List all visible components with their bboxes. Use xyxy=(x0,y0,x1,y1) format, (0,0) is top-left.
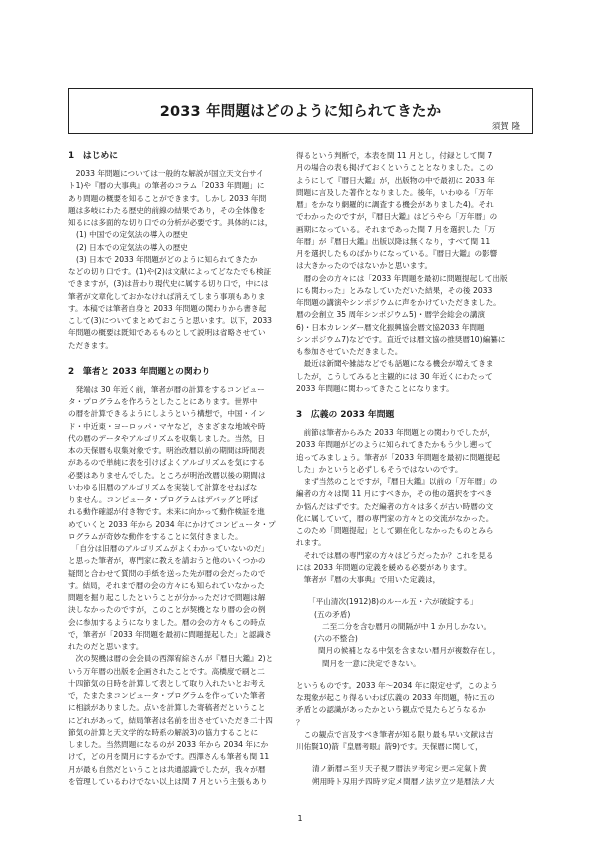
body-line: それでは暦の専門家の方々はどうだったか？これを見る xyxy=(296,550,494,560)
body-line: と思った筆者が，専門家に教えを請おうと他のいくつかの xyxy=(68,556,266,566)
body-line: めていくと 2033 年から 2034 年にかけてコンピュータ・プ xyxy=(68,519,276,529)
body-line: 次の契機は暦の会会員の西澤宥綜さんが『暦日大鑑』2)と xyxy=(68,654,274,664)
body-line: か悩んだはずです。ただ編者の方々は多くが古い時暦の文 xyxy=(296,501,494,511)
body-line: れたのだと思います。 xyxy=(68,642,144,651)
body-line: 前節は筆者からみた 2033 年問題との関わりでしたが， xyxy=(296,428,495,437)
body-line: 2033 年問題については一般的な解説が国立天文台サイ xyxy=(68,169,264,178)
body-line: 年問題の概要は既知であるものとして説明は省略させてい xyxy=(68,328,266,338)
body-line: 疑問と合わせて質問の手紙を送った先が暦の会だったので xyxy=(68,568,266,578)
section-3-heading: 3 広義の 2033 年問題 xyxy=(296,410,395,420)
body-line: などの切り口です。(1)や(2)は文献によってどなたでも検証 xyxy=(68,267,272,276)
body-line: 画期になっている。それまであった閏 7 月を選択した「万 xyxy=(296,224,496,234)
body-line: 最近は新聞や雑誌などでも話題になる機会が増えてきま xyxy=(296,359,494,369)
body-line: があるので単純に表を引けばよくアルゴリズムを気にする xyxy=(68,458,265,468)
body-line: 知るには多面的な切り口での分析が必要です。具体的には， xyxy=(68,218,273,227)
section-1-heading: 1 はじめに xyxy=(68,151,119,161)
body-line: 問題を掘り起こしたということが分かっただけで問題は解 xyxy=(68,593,266,602)
body-line: 月を選択したものばかりになっている。『暦日大鑑』の影響 xyxy=(296,249,498,258)
body-line: 問題に言及した著作となりました。後年，いわゆる「万年 xyxy=(296,187,494,197)
body-line: 会に参加するようになりました。暦の会の方々もこの時点 xyxy=(68,617,266,627)
kanbun-quote-line: 清ノ新暦ニ至リ天子視フ暦法ヲ考定シ更ニ定氣ト黄 xyxy=(312,764,487,774)
page-title: 2033 年問題はどのように知られてきたか xyxy=(159,104,442,120)
body-line: 本の天保暦も収集対象です。明治改暦以前の期間は時間表 xyxy=(68,446,265,455)
body-line: タ・プログラムを作ろうとしたことにあります。世界中 xyxy=(68,397,258,406)
body-line: 2033 年問題に関わってきたことになります。 xyxy=(296,383,454,393)
body-line: ただきます。 xyxy=(68,340,113,350)
body-line: 筆者が文章化しておかなければ消えてしまう事項もありま xyxy=(68,291,266,301)
body-line: こして(3)についてまとめておこうと思います。以下，2033 xyxy=(68,316,272,325)
body-line: けて，どの月を閏月にするかです。西澤さんも筆者も閏 11 xyxy=(68,752,270,762)
body-line: す。結局，それまで暦の会の方々にも知られていなかった xyxy=(68,580,265,590)
body-line: 月の場合の表も掲げておくということとなりました。この xyxy=(296,163,494,173)
body-line: しました。当然問題になるのが 2033 年から 2034 年にか xyxy=(68,740,269,749)
section-2-heading: 2 筆者と 2033 年問題との関わり xyxy=(68,366,211,377)
body-line: 必要はありませんでした。ところが明治改暦以後の期間は xyxy=(68,470,266,480)
body-line: で，たまたまコンピュータ・プログラムを作っていた筆者 xyxy=(68,691,266,700)
body-line: この観点で言及すべき筆者が知る限り最も早い文献は吉 xyxy=(296,729,494,739)
body-line: シンポジウム7)などです。直近では暦文協の推奨暦10)編纂に xyxy=(296,334,506,344)
body-line: 発端は 30 年近く前，筆者が暦の計算をするコンピュー xyxy=(68,384,265,394)
body-line: 6)・日本カレンダー暦文化振興協会暦文協2033 年問題 xyxy=(296,322,485,332)
body-line: ト1)や『暦の大事典』の筆者のコラム「2033 年問題」に xyxy=(68,181,265,191)
body-line: にどれがあって，結局筆者は名前を出させていただき二十四 xyxy=(68,715,273,725)
body-line: 矛盾との認識があったかという観点で見たらどうなるか xyxy=(296,705,486,715)
body-line: いわゆる旧暦のアルゴリズムを実装して計算をせねばな xyxy=(68,482,258,492)
body-line: 年暦」が『暦日大鑑』出版以降は無くなり，すべて閏 11 xyxy=(296,236,491,246)
body-line: 節気の計算と天文学的な時系の解説3)の協力することに xyxy=(68,727,259,737)
body-line: す。本稿では筆者自身と 2033 年問題の関わりから書き起 xyxy=(68,303,267,313)
right-column xyxy=(296,150,533,788)
body-line: 決しなかったのですが，このことが契機となり暦の会の例 xyxy=(68,605,266,615)
list-item: (3) 日本で 2033 年問題がどのように知られてきたか xyxy=(76,254,258,264)
body-line: で，筆者が「2033 年問題を最初に問題提起した」と認識さ xyxy=(68,629,272,639)
quote-line: (五の矛盾) xyxy=(314,609,351,619)
body-line: 2033 年問題がどのように知られてきたかもう少し遡って xyxy=(296,440,493,450)
body-line: にも関わった」とみなしていただいた結果，その後 2033 xyxy=(296,285,493,295)
page-number: 1 xyxy=(297,814,303,823)
body-line: できますが，(3)は昔わり現代史に属する切り口で，中には xyxy=(68,279,269,289)
body-line: れます。 xyxy=(296,538,326,548)
body-line: 編者の方々は閏 11 月にすべきか，その他の選択をすべき xyxy=(296,489,493,499)
body-line: れる動作確認が付き物です。未来に向かって動作検証を進 xyxy=(68,507,265,517)
body-line: りません。コンピュータ・プログラムはデバッグと呼ば xyxy=(68,495,258,504)
body-line: このため「問題提起」として顕在化しなかったものとみら xyxy=(296,526,494,535)
body-line: 得るという判断で，本表を閏 11 月とし，付録として閏 7 xyxy=(296,151,493,160)
body-line: 十四節気の日時を計算して表として取り入れたいとお考え xyxy=(68,678,266,688)
body-line: 暦の会創立 35 周年シンポジウム5)・暦学会総会の講演 xyxy=(296,310,486,320)
body-line: 川佑賢10)箭『皇暦考眼』箭9)です。天保暦に関して， xyxy=(296,742,483,751)
left-column xyxy=(68,150,305,788)
quote-line: 閏月を一意に決定できない。 xyxy=(322,658,421,668)
body-line: の暦を計算できるようにしようという構想で，中国・イン xyxy=(68,409,266,419)
body-line: というものです。2033 年〜2034 年に限定せず，このよう xyxy=(296,680,498,690)
body-line: いう万年暦の出版を企画されたことです。高橋度で刷と二 xyxy=(68,666,265,676)
body-line: 筆者が『暦の大事典』で用いた定義は， xyxy=(296,575,441,584)
body-line: あり問題の概要を知ることができます。しかし 2033 年問 xyxy=(68,193,267,203)
body-line: 題は多岐にわたる歴史的前線の結果であり，その全体像を xyxy=(68,205,266,215)
body-line: ？ xyxy=(296,717,304,727)
list-item: (2) 日本での定気法の導入の歴史 xyxy=(76,242,188,252)
body-line: には 2033 年問題の定義を緩める必要があります。 xyxy=(296,562,472,572)
body-line: でわかったのですが，『暦日大鑑』はどうやら「万年暦」の xyxy=(296,212,498,222)
quote-line: 二至二分を含む暦月の間隔が中 1 か月しかない。 xyxy=(322,621,492,631)
body-line: 月が最も自然だということは共通認識でしたが，我々が暦 xyxy=(68,764,266,774)
body-line: した」かというと必ずしもそうではないのです。 xyxy=(296,464,463,474)
body-line: も参加させていただきました。 xyxy=(296,347,403,356)
kanbun-quote-line: 朔用時ト刄用テ四時ヲ定メ閏暦ノ法ヲ立ツ是暦法ノ大 xyxy=(312,776,495,786)
body-line: ようにして『暦日大鑑』が，出版物の中で最初に 2033 年 xyxy=(296,175,495,185)
quote-line: 「平山清次(1912)8)のルール五・六が破綻する」 xyxy=(308,597,478,607)
body-line: 暦」をかなり網羅的に調査する機会がありました4)。それ xyxy=(296,200,494,209)
body-line: 追ってみましょう。筆者が「2033 年問題を最初に問題提起 xyxy=(296,452,500,462)
body-line: 年問題の講演やシンポジウムに声をかけていただきました。 xyxy=(296,298,501,307)
body-line: 「自分は旧暦のアルゴリズムがよくわかっていないのだ」 xyxy=(68,544,269,553)
body-line: を管理しているわけでない以上は閏 7 月という主張もあり xyxy=(68,776,268,786)
quote-line: 閏月の候補となる中気を含まない暦月が複数存在し， xyxy=(318,646,501,656)
body-line: したが，こうしてみると主観的には 30 年近くにわたって xyxy=(296,371,493,381)
body-line: は大きかったのではないかと思います。 xyxy=(296,261,433,271)
body-line: 暦の会の方々には「2033 年問題を最初に問題提起して出版 xyxy=(296,273,508,283)
body-line: まず当然のことですが，『暦日大鑑』以前の「万年暦」の xyxy=(296,477,498,486)
list-item: (1) 中国での定気法の導入の歴史 xyxy=(76,230,188,240)
body-line: ログラムが奇妙な動作をすることに気付きました。 xyxy=(68,531,243,541)
body-line: に相談がありました。点いを計算した寄稿者だということ xyxy=(68,703,266,713)
quote-line: (六の不整合) xyxy=(314,634,358,643)
body-line: な現象が起こり得るいわば広義の 2033 年問題，特に五の xyxy=(296,693,495,702)
author-name: 須賀 隆 xyxy=(491,122,520,132)
body-line: ド・中近東・ヨーロッパ・マヤなど，さまざまな地域や時 xyxy=(68,421,266,431)
body-line: 代の暦のデータやアルゴリズムを収集しました。当然，日 xyxy=(68,433,265,443)
body-line: 化に属していて，暦の専門家の方々との交流がなかった。 xyxy=(296,513,494,523)
title-box xyxy=(68,88,533,134)
